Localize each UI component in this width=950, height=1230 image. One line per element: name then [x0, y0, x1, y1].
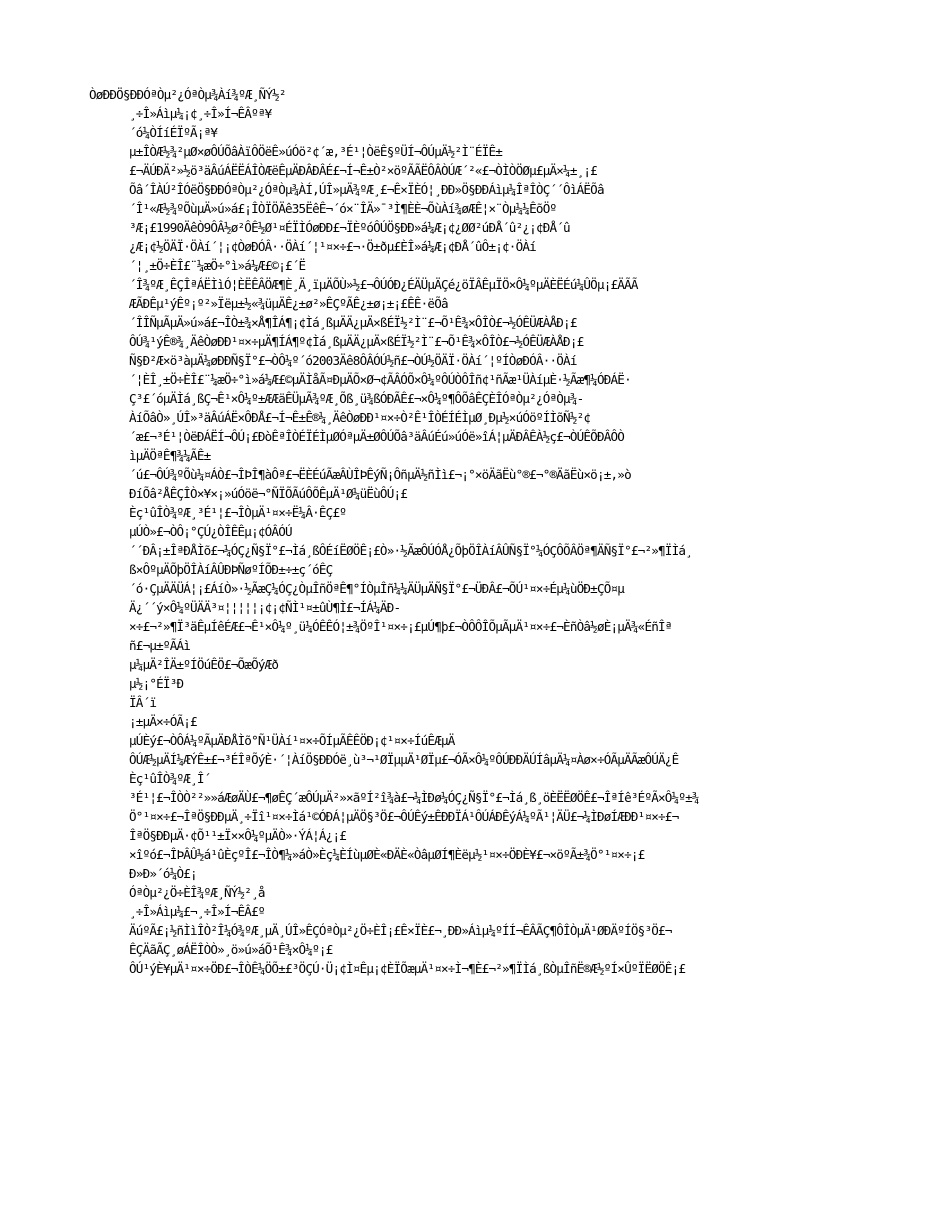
document-page — [89, 85, 869, 1111]
text-line: ³Æ¡£1990ÄêÒ9ÔÂ½ø²ÔÊ½Ø¹¤ÉÏÌÓøÐÐ£¬ÏÈºóÔÚÖ§ÐÐ»á¼Æ¡¢¿ØØ²úÐÅ´û²¿¡¢ÐÅ´û — [129, 220, 570, 235]
text-line: Ä¿´´ý×Ô¼ºÜÄÄ³¤¦¦¦¦¦¡¢¡¢ÑÌ¹¤±ûÙ¶Ì£¬ÍÁ¼ÄÐ- — [129, 600, 401, 615]
text-line: ÀíÕâÒ»¸ÚÎ»³äÂúÁË×ÔÐÅ£¬Í¬Ê±Ê®¼¸ÄêÒøÐÐ¹¤×÷Ò²Ê¹ÎÒÉÍÉÌµØ¸Ðµ½×úÓöºÍÌõÑ½²¢ — [129, 410, 591, 425]
text-line: £¬ÄÚÐÄ²»½ö³äÂúÁËËÁÎÒÆëÊµÄÐÂÐÂÉ£¬Í¬Ê±Ò²×öºÃÃËÔÂÒÚÆ´²«£¬ÒÌÒÖØµ£µÄ×¼±¸¡£ — [129, 163, 597, 178]
text-line: µ½¡°ÉÏ³Ð — [129, 676, 184, 691]
text-line: ÐíÕâ²ÅÊÇÎÒ×¥×¡»úÓöë¬°ÑÏÕÃúÔÕÊµÄ¹Ø¼üËùÔÚ¡£ — [129, 486, 408, 501]
text-line: ìµÄÖªÊ¶¾¼ÃÊ± — [129, 448, 211, 463]
text-line — [89, 1092, 869, 1111]
document-title: ÒøÐÐÖ§ÐÐÓªÒµ²¿ÓªÒµ¾Àí¾ºÆ¸ÑÝ½² — [89, 87, 286, 102]
text-line: ¸÷Î»Áìµ¼¡¢¸÷Î»Í¬ÊÂºª¥ — [129, 106, 272, 121]
text-line: ×÷£¬²»¶Ï³äÊµÍêÉÆ£¬Ê¹×Ô¼º¸ü¼ÓÊÊÓ¦±¾ÖºÎ¹¤×÷¡£µÚ¶þ£¬ÒÔÔÎÕµÃµÄ¹¤×÷£¬ÈñÒâ½øÈ¡µÄ¾«ÉñÎª — [129, 619, 672, 634]
text-line: ÎªÖ§ÐÐµÄ·¢Õ¹¹±Ï××Ô¼ºµÄÒ»·ÝÁ¦Á¿¡£ — [129, 828, 347, 843]
text-line: ß×ÔºµÄÕþÖÎÀíÂÛÐÞÑøºÍÕÐ±÷±ç´óÊÇ — [129, 562, 333, 577]
text-line: ¸÷Î»Áìµ¼£¬¸÷Î»Í¬ÊÂ£º — [129, 904, 265, 919]
text-line — [89, 978, 869, 997]
text-line: µ¼µÄ²ÎÄ±ºÍÖúÊÖ£¬ÕæÕýÆð — [129, 657, 279, 672]
text-line: ñ£¬µ±ºÃÁì — [129, 638, 191, 653]
text-line: Èç¹ûÎÒ¾ºÆ¸³É¹¦£¬ÎÒµÄ¹¤×÷Ë¼Â·ÊÇ£º — [129, 505, 347, 520]
text-line: Èç¹ûÎÒ¾ºÆ¸Î´ — [129, 771, 211, 786]
text-line: ´ÎÎÑµÃµÄ»ú»á£¬ÎÒ±¾×Å¶ÎÁ¶¡¢Ìá¸ßµÄÄ¿µÄ×ßÉÏ½²Ì¨£¬Õ¹Ê¾×ÔÎÒ£¬½ÓÊÜÆÀÅÐ¡£ — [129, 315, 577, 330]
text-line: ÊÇÄãÃÇ¸øÁËÎÒÒ»¸ö»ú»áÕ¹Ê¾×Ô¼º¡£ — [129, 942, 333, 957]
text-line: ´ó·ÇµÄÄÜÁ¦¡£ÁíÒ»·½ÃæÇ¼ÓÇ¿ÒµÎñÖªÊ¶°ÍÒµÎñ¼¼ÄÜµÄÑ§Ï°£¬ÜÐÂ£¬ÕÚ¹¤×÷Éµ¼ùÖÐ±ÇÕ¤µ — [129, 581, 625, 596]
text-line: ´ó¼ÒÍíÉÏºÃ¡ª¥ — [129, 125, 218, 140]
text-line: ¡±µÄ×÷ÓÃ¡£ — [129, 714, 197, 729]
text-line: ÓªÒµ²¿Ö÷ÈÎ¾ºÆ¸ÑÝ½²¸å — [129, 885, 265, 900]
text-line — [89, 1073, 869, 1092]
text-line: Ç³£´óµÄÌá¸ßÇ¬Ê¹×Ô¼º±ÆÆäÊÜµÃ¾ºÆ¸Õß¸ü¾ßÓÐÃÊ£¬×Ô¼º¶ÔÕâÊÇÈÎÓªÒµ²¿ÓªÒµ¾- — [129, 391, 584, 406]
text-line: ¿Æ¡¢½ÖÄÏ·ÖÀí´¦¡¢ÒøÐÓÂ··ÖÀí´¦¹¤×÷£¬·Ö±ðµ£ÈÎ»á¼Æ¡¢ÐÅ´ûÔ±¡¢·ÖÀí — [129, 239, 536, 254]
text-line — [89, 1016, 869, 1035]
text-line: ×îºó£¬ÎÞÂÛ½á¹ûÈçºÎ£¬ÎÒ¶¼»áÒ»Èç¼ÈÍùµØÈ«ÐÄÈ«ÒâµØÍ¶Èëµ½¹¤×÷ÖÐÈ¥£¬×öºÃ±¾Ö°¹¤×÷¡£ — [129, 847, 645, 862]
text-line — [89, 1054, 869, 1073]
text-line: ³É¹¦£¬ÎÒÒ²²»»áÆøÄÙ£¬¶øÊÇ´æÔÚµÄ²»×ãºÍ²î¾à£¬¼ÌÐø¼ÓÇ¿Ñ§Ï°£¬Ìá¸ß¸öÈËËØÖÊ£¬ÎªÍê³ÉºÃ×Ô¼º±¾ — [129, 790, 699, 805]
text-line: ÆÃÐÊµ¹ýÊº¡º²»Ïëµ±½«¾üµÄÊ¿±ø²»ÊÇºÃÊ¿±ø¡±¡£ÊÊ·ëÕâ — [129, 296, 448, 311]
text-line: ´ú£¬ÔÚ¾ºÕù¼¤ÁÒ£¬ÎÞÎ¶àÔª£¬ËÈÉúÃæÂÙÎÞÊýÑ¡ÔñµÄ½ñÌì£¬¡°×öÄãËù°®£¬°®ÄãËù×ö¡±,»ò — [129, 467, 631, 482]
text-line: Ö°¹¤×÷£¬ÎªÖ§ÐÐµÄ¸÷Ïî¹¤×÷Ìá¹©ÓÐÁ¦µÄÖ§³Ö£¬ÔÚÊý±ÊÐÐÏÁ¹ÔÚÁÐÊýÁ¼ºÃ¹¦ÄÜ£¬¼ÌÐøÍÆÐÐ¹¤×÷£¬ — [129, 809, 679, 824]
text-line: ÏÂ´ï — [129, 695, 157, 710]
text-line — [89, 1035, 869, 1054]
text-line: Õâ´ÎÀÚ²ÎÓëÖ§ÐÐÓªÒµ²¿ÓªÒµ¾ÀÍ,ÚÎ»µÄ¾ºÆ¸£¬Ê×ÏÈÓ¦¸ÐÐ»Ö§ÐÐÁìµ¼ÎªÎÒÇ´´ÔìÁËÕâ — [129, 182, 604, 197]
text-line: µ±ÎÒÆ½¾²µØ×øÔÚÕâÀïÔÖëÊ»úÓö²¢´æ,³É¹¦ÒëÊ§ºÜÍ¬ÔÚµÄ½²Ì¨ÉÏÊ± — [129, 144, 503, 159]
text-line: ´¦¸±Ö÷ÈÎ£¨¼æÖ÷°ì»á¼Æ£©¡£´Ë — [129, 258, 306, 273]
text-line — [89, 997, 869, 1016]
text-line: ´Î¾ºÆ¸ÊÇÎªÁËÌìÓ¦ÈËÊÂÖÆ¶È¸Ä¸ïµÄÕÙ»½£¬ÔÚÓÐ¿ÉÄÜµÄÇé¿öÏÂÊµÏÖ×Ô¼ºµÄÈËÉú¼ÛÖµ¡£ÄÃÃ — [129, 277, 638, 292]
text-line: ÔÚ¹ýÈ¥µÄ¹¤×÷ÖÐ£¬ÎÒÊ¼ÖÕ±£³ÖÇÚ·Ü¡¢Ì¤Êµ¡¢ÈÏÕæµÄ¹¤×÷Ì¬¶È£¬²»¶ÏÌá¸ßÒµÎñË®Æ½ºÍ×ÛºÏËØÖÊ¡£ — [129, 961, 686, 976]
text-line: ÔÚÆ½µÄÍ¼ÆÝÊ±£¬³ÉÎªÕýÈ·´¦ÀíÖ§ÐÐÓë¸ù³¬¹ØÏµµÄ¹ØÏµ£¬ÓÃ×Ô¼ºÔÚÐÐÄÚÍâµÄ¼¤Àø×÷ÓÃµÄÃæÔÚÄ¿Ê — [129, 752, 679, 767]
text-line: Ð»Ð»´ó¼Ò£¡ — [129, 866, 197, 881]
text-line: ´æ£¬³É¹¦ÒëÐÁËÍ¬ÔÚ¡£ÐòÊªÎÒÉÏÉÌµØÓªµÄ±ØÔÚÕâ³äÂúÉú»úÓë»îÁ¦µÄÐÂÊÀ½ç£¬ÒÚÊÕÐÂÔÒ — [129, 429, 625, 444]
text-line: ÄúºÃ£¡½ñÌìÎÒ²Î¼Ó¾ºÆ¸µÄ¸ÚÎ»ÊÇÓªÒµ²¿Ö÷ÈÎ¡£Ê×ÏÈ£¬¸ÐÐ»Áìµ¼ºÍÍ¬ÊÂÃÇ¶ÔÎÒµÄ¹ØÐÄºÍÖ§³Ö£¬ — [129, 923, 672, 938]
text-line: ´¦ÈÎ¸±Ö÷ÈÎ£¨¼æÖ÷°ì»á¼Æ£©µÄÌåÃ¤ÐµÄÕ×Ø¬¢ÃÂÓÕ×Ô¼ºÔÚÒÔÎñ¢¹ñÃæ¹ÜÀíµÈ·½Ãæ¶¼ÓÐÁË· — [129, 372, 631, 387]
text-line: µÚÒ»£¬ÒÔ¡°ÇÚ¿ÒÎÊÊµ¡¢ÓÂÓÚ — [129, 524, 292, 539]
text-line: µÚÈý£¬ÒÔÁ¼ºÃµÄÐÅÌõ°Ñ¹ÜÀí¹¤×÷ÕÍµÃÊÊÖÐ¡¢¹¤×÷ÍúÊÆµÄ — [129, 733, 455, 748]
text-line: ´Î¹«Æ½¾ºÕùµÄ»ú»á£¡ÎÒÏÖÄê35ËêÊ¬´ó×¨ÎÄ»¯³Ì¶ÈÈ¬ÕùÀí¾øÆÊ¦×¨Òµ¼¼ÊõÖº — [129, 201, 557, 216]
text-line: ÔÚ¾¹ýÊ®¾¸ÄêÒøÐÐ¹¤×÷µÄ¶ÍÁ¶º¢Ìá¸ßµÄÄ¿µÄ×ßÉÏ½²Ì¨£¬Õ¹Ê¾×ÔÎÒ£¬½ÓÊÜÆÀÅÐ¡£ — [129, 334, 584, 349]
text-line: Ñ§Ð²Æ×ö³àµÄ¼øÐÐÑ§Ï°£¬ÒÔ¼º´ó2003Äê8ÔÂÓÚ½ñ£¬ÒÚ½ÖÄÏ·ÖÀí´¦ºÍÒøÐÓÂ··ÖÀí — [129, 353, 577, 368]
text-line: ´´ÐÂ¡±ÎªÐÅÌõ£¬¼ÓÇ¿Ñ§Ï°£¬Ìá¸ßÔÉíËØÖÊ¡£Ò»·½ÃæÔÚÓÅ¿ÕþÖÎÀíÂÛÑ§Ï°¼ÓÇÔÕÂÖª¶ÄÑ§Ï°£¬²»¶ÏÌá¸ — [129, 543, 692, 558]
